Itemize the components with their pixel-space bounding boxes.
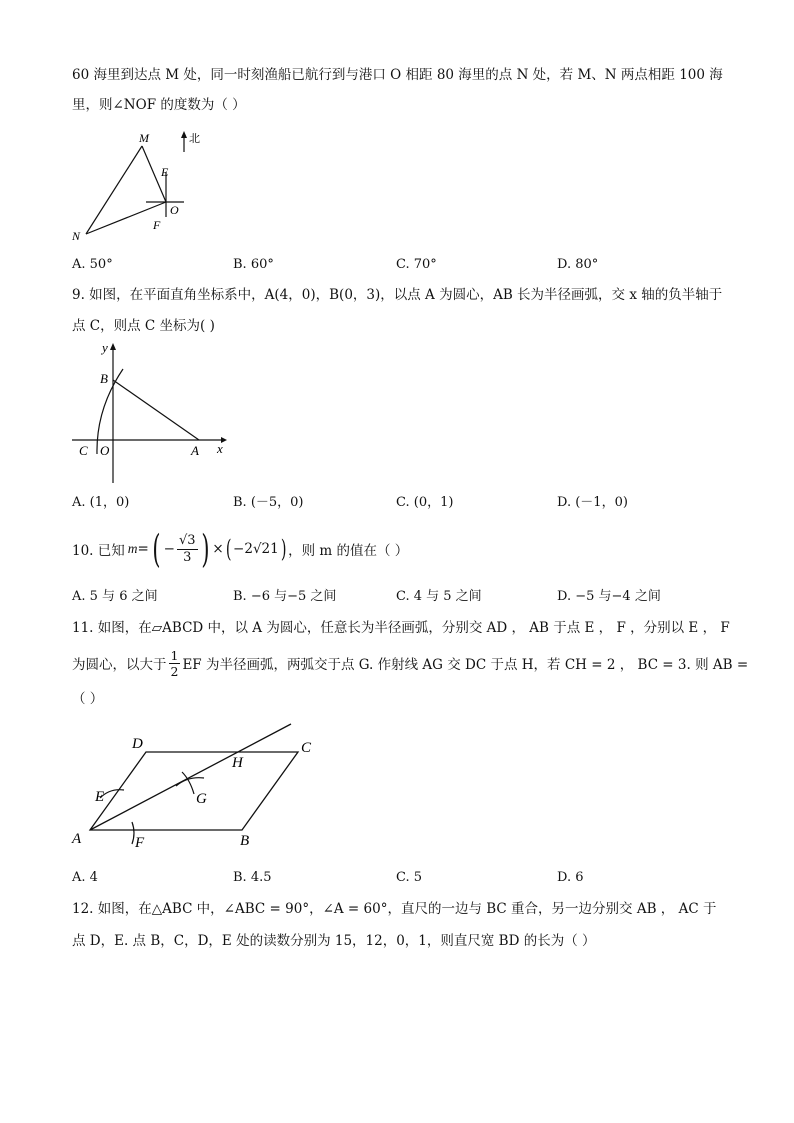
q8-option-b[interactable]: B. 60° xyxy=(233,257,274,272)
q10-second-factor: −2√21 xyxy=(233,541,279,557)
q9-label-y: y xyxy=(102,340,108,355)
q11-label-f: F xyxy=(135,835,145,851)
q9-text-line2: 点 C，则点 C 坐标为( ) xyxy=(72,318,215,334)
q10-stem xyxy=(72,524,408,574)
q8-label-o: O xyxy=(170,203,179,217)
q11-figure xyxy=(66,718,326,856)
q11-label-d: D xyxy=(132,736,143,752)
q11-parallelogram xyxy=(90,752,298,830)
q11-text-line3: （ ） xyxy=(72,691,104,707)
q8-figure xyxy=(66,122,216,247)
q9-option-c[interactable]: C. (0，1) xyxy=(396,495,454,510)
q8-option-a[interactable]: A. 50° xyxy=(72,257,113,272)
q11-label-c: C xyxy=(301,740,312,756)
q11-text-line2 xyxy=(72,644,748,682)
q11-text-line1: 11. 如图，在▱ABCD 中，以 A 为圆心，任意长为半径画弧，分别交 AD ， AB 于点 E ， F ，分别以 E ， F xyxy=(72,620,730,636)
q10-suffix: ，则 m 的值在（ ） xyxy=(288,543,409,559)
q12-text-line2: 点 D，E. 点 B，C，D，E 处的读数分别为 15，12，0，1，则直尺宽 BD 的长为（ ） xyxy=(72,933,596,949)
q8-label-f: F xyxy=(153,218,161,232)
q10-minus: − xyxy=(163,541,175,557)
q9-y-axis-arrow xyxy=(110,343,116,350)
q8-north-arrow-head xyxy=(181,131,187,138)
q11-option-a[interactable]: A. 4 xyxy=(72,870,98,885)
q11-option-b[interactable]: B. 4.5 xyxy=(233,870,272,885)
q9-option-a[interactable]: A. (1，0) xyxy=(72,495,130,510)
q9-segment-ab xyxy=(113,380,199,440)
q11-label-g: G xyxy=(196,791,207,807)
q10-right-paren: ) xyxy=(200,527,210,571)
q11-fraction-den: 2 xyxy=(170,663,179,679)
q11-fraction-num: 1 xyxy=(170,647,179,663)
q8-option-c[interactable]: C. 70° xyxy=(396,257,437,272)
q11-option-d[interactable]: D. 6 xyxy=(557,870,584,885)
q11-label-e: E xyxy=(95,789,105,805)
q11-line2-pre: 为圆心，以大于 xyxy=(72,657,167,673)
q10-option-c[interactable]: C. 4 与 5 之间 xyxy=(396,589,482,604)
q10-left-paren-2: ( xyxy=(225,535,232,563)
q8-option-d[interactable]: D. 80° xyxy=(557,257,599,272)
q8-text-line1: 60 海里到达点 M 处，同一时刻渔船已航行到与港口 O 相距 80 海里的点 N 处，若 M、N 两点相距 100 海 xyxy=(72,67,723,83)
q11-option-c[interactable]: C. 5 xyxy=(396,870,423,885)
q8-label-north: 北 xyxy=(189,133,200,145)
q11-line2-post: EF 为半径画弧，两弧交于点 G. 作射线 AG 交 DC 于点 H，若 CH = 2 ， BC = 3. 则 AB = xyxy=(182,657,749,673)
q9-label-a: A xyxy=(191,443,199,458)
q9-label-c: C xyxy=(79,443,88,458)
q9-label-x: x xyxy=(217,441,223,456)
q10-option-d[interactable]: D. −5 与−4 之间 xyxy=(557,589,661,604)
q10-fraction-den: 3 xyxy=(183,549,192,565)
q10-option-b[interactable]: B. −6 与−5 之间 xyxy=(233,589,337,604)
q9-text-line1: 9. 如图，在平面直角坐标系中，A(4，0)，B(0，3)，以点 A 为圆心，AB 长为半径画弧，交 x 轴的负半轴于 xyxy=(72,287,723,303)
q10-fraction-num: √3 xyxy=(178,532,196,548)
q11-label-a: A xyxy=(72,831,82,847)
q8-text-line2: 里，则∠NOF 的度数为（ ） xyxy=(72,97,246,113)
q11-ray-ag xyxy=(90,724,291,830)
q9-figure xyxy=(66,337,236,487)
q8-line-mn xyxy=(86,146,142,234)
q11-arc-g1 xyxy=(182,772,194,794)
q11-label-h: H xyxy=(232,755,243,771)
q8-label-e: E xyxy=(161,165,169,179)
q10-equals: = xyxy=(137,541,149,557)
q10-variable-m: m xyxy=(127,541,138,556)
q11-fraction xyxy=(169,648,181,679)
q11-arc-f xyxy=(132,822,134,844)
q10-option-a[interactable]: A. 5 与 6 之间 xyxy=(72,589,158,604)
q9-label-b: B xyxy=(100,371,108,386)
q8-label-m: M xyxy=(139,131,149,145)
q10-right-paren-2: ) xyxy=(280,535,287,563)
q10-fraction xyxy=(177,533,198,566)
q9-label-o: O xyxy=(100,443,110,458)
q10-left-paren: ( xyxy=(152,527,161,571)
q12-text-line1: 12. 如图，在△ABC 中，∠ABC = 90°，∠A = 60°，直尺的一边与 BC 重合，另一边分别交 AB ， AC 于 xyxy=(72,901,717,917)
q10-prefix: 10. 已知 xyxy=(72,543,125,559)
q8-label-n: N xyxy=(72,229,81,243)
q10-times: × xyxy=(212,541,224,557)
q11-label-b: B xyxy=(240,833,250,849)
q9-option-d[interactable]: D. (－1，0) xyxy=(557,495,628,510)
q9-option-b[interactable]: B. (－5，0) xyxy=(233,495,304,510)
